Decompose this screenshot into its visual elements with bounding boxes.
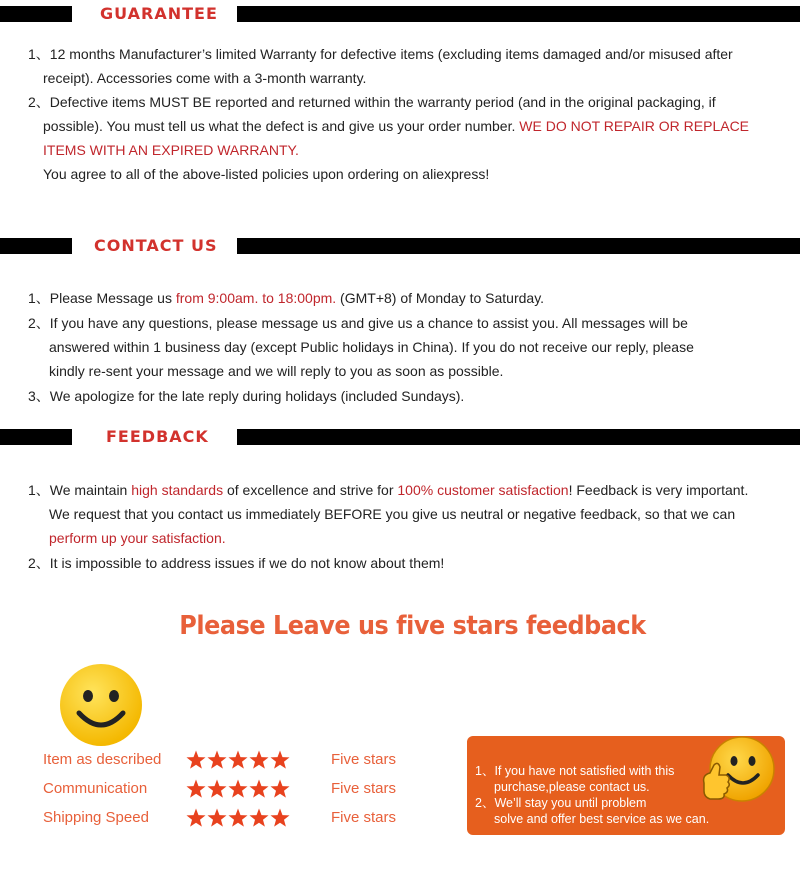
rating-value: Five stars (331, 780, 397, 797)
contact-line (28, 289, 544, 307)
star-icon (228, 751, 247, 769)
star-icon (207, 780, 226, 798)
star-icon (270, 751, 289, 769)
contact-line: 2、If you have any questions, please message us and give us a chance to assist you. All messages will be (28, 315, 688, 331)
contact-line: 3、We apologize for the late reply during holidays (included Sundays). (28, 388, 465, 404)
guarantee-line: receipt). Accessories come with a 3-month warranty. (43, 70, 367, 86)
contact-line: answered within 1 business day (except Public holidays in China). If you do not receive our reply, please (49, 339, 694, 355)
section-title-feedback: FEEDBACK (106, 427, 209, 446)
guarantee-warning: WE DO NOT REPAIR OR REPLACE (519, 118, 750, 134)
section-bar-left (0, 6, 72, 22)
star-icon (207, 809, 226, 827)
section-title-guarantee: GUARANTEE (100, 4, 218, 23)
section-bar-right (237, 429, 800, 445)
contact-text: (GMT+8) of Monday to Saturday. (336, 290, 545, 306)
guarantee-line: You agree to all of the above-listed policies upon ordering on aliexpress! (43, 166, 490, 182)
star-icon (186, 780, 205, 798)
smiley-icon (59, 663, 143, 747)
star-icon (186, 751, 205, 769)
feedback-highlight: 100% customer satisfaction (397, 482, 569, 498)
star-icon (186, 809, 205, 827)
service-note-line: purchase,please contact us. (494, 780, 650, 794)
feedback-line: 2、It is impossible to address issues if we do not know about them! (28, 555, 445, 571)
rating-label: Item as described (43, 751, 162, 768)
rating-value: Five stars (331, 809, 397, 826)
star-icon (249, 780, 268, 798)
star-icon (249, 751, 268, 769)
rating-label: Communication (43, 780, 148, 797)
star-icon (270, 780, 289, 798)
guarantee-text: possible). You must tell us what the defect is and give us your order number. (43, 118, 516, 134)
feedback-line (28, 481, 748, 499)
section-title-contact: CONTACT US (94, 236, 218, 255)
star-rating (186, 808, 290, 828)
feedback-line: We request that you contact us immediately BEFORE you give us neutral or negative feedback, so that we can (49, 506, 736, 522)
guarantee-line (43, 117, 749, 135)
thumbs-up-smiley-icon (698, 735, 776, 813)
feedback-text: ! Feedback is very important. (568, 482, 749, 498)
star-icon (228, 809, 247, 827)
guarantee-warning-cont: ITEMS WITH AN EXPIRED WARRANTY. (43, 142, 299, 158)
service-note-line: 2、We’ll stay you until problem (475, 796, 647, 810)
star-icon (249, 809, 268, 827)
section-bar-right (237, 238, 800, 254)
section-bar-left (0, 238, 72, 254)
star-icon (270, 809, 289, 827)
service-note-line: solve and offer best service as we can. (494, 812, 710, 826)
section-bar-left (0, 429, 72, 445)
star-rating (186, 750, 290, 770)
star-rating (186, 779, 290, 799)
contact-hours: from 9:00am. to 18:00pm. (175, 290, 337, 306)
feedback-text: of excellence and strive for (223, 482, 398, 498)
rating-label: Shipping Speed (43, 809, 149, 826)
guarantee-line: 2、Defective items MUST BE reported and returned within the warranty period (and in the original packaging, if (28, 94, 716, 110)
guarantee-line: 1、12 months Manufacturer’s limited Warranty for defective items (excluding items damaged and/or misused after (28, 46, 733, 62)
star-icon (207, 751, 226, 769)
contact-text: 1、Please Message us (28, 290, 176, 306)
feedback-highlight: high standards (131, 482, 224, 498)
contact-line: kindly re-sent your message and we will reply to you as soon as possible. (49, 363, 504, 379)
service-note-line: 1、If you have not satisfied with this (475, 764, 675, 778)
five-stars-headline: Please Leave us five stars feedback (179, 611, 646, 641)
feedback-line: perform up your satisfaction. (49, 530, 226, 546)
star-icon (228, 780, 247, 798)
section-bar-right (237, 6, 800, 22)
feedback-text: 1、We maintain (28, 482, 132, 498)
rating-value: Five stars (331, 751, 397, 768)
